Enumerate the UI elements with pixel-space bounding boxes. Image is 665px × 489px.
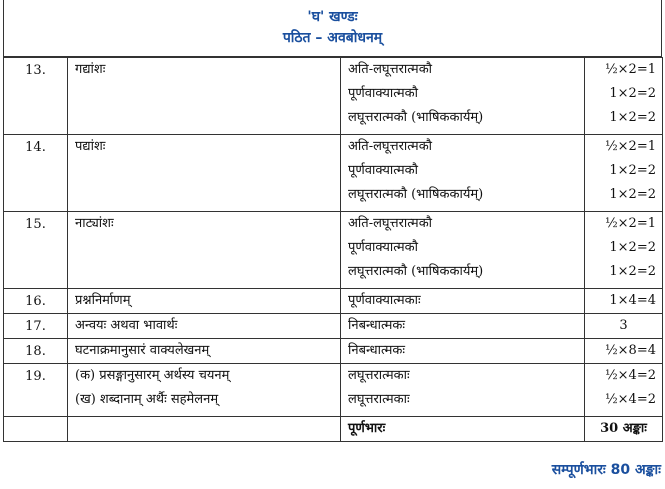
- marks-value: ½×8=4: [605, 343, 656, 358]
- topic-text: घटनाक्रमानुसारं वाक्यलेखनम्: [75, 343, 210, 358]
- topic-cell: [68, 212, 341, 289]
- question-type: अति-लघूत्तरात्मकौ: [348, 139, 433, 154]
- section-title: 'घ' खण्डः: [307, 9, 358, 25]
- marks-value: 1×2=2: [609, 240, 656, 255]
- question-type: लघूत्तरात्मकौ (भाषिककार्यम्): [348, 187, 484, 202]
- total-empty-cell: [68, 417, 341, 442]
- question-type: पूर्णवाक्यात्मकाः: [348, 293, 421, 308]
- question-type: लघूत्तरात्मकौ (भाषिककार्यम्): [348, 110, 484, 125]
- question-type-cell: [341, 364, 585, 417]
- marks-value: 3: [619, 318, 628, 333]
- section-subtitle: पठित – अवबोधनम्: [282, 30, 383, 46]
- table-row: [4, 58, 663, 135]
- marks-cell: [585, 289, 663, 314]
- table-row: [4, 339, 663, 364]
- marks-table: [3, 57, 663, 442]
- question-type: पूर्णवाक्यात्मकौ: [348, 86, 419, 101]
- table-row: [4, 135, 663, 212]
- question-number: 14.: [4, 135, 68, 212]
- marks-value: 1×2=2: [609, 264, 656, 279]
- marks-cell: [585, 58, 663, 135]
- marks-cell: [585, 339, 663, 364]
- topic-text: (ख) शब्दानाम् अर्थैः सहमेलनम्: [75, 392, 219, 407]
- question-type-cell: [341, 289, 585, 314]
- total-label-cell: [341, 417, 585, 442]
- marks-cell: [585, 364, 663, 417]
- question-type-cell: [341, 314, 585, 339]
- total-row: [4, 417, 663, 442]
- marks-scheme-sheet: [3, 0, 662, 442]
- marks-value: ½×2=1: [605, 62, 656, 77]
- marks-cell: [585, 135, 663, 212]
- marks-value: 1×2=2: [609, 187, 656, 202]
- marks-value: 1×4=4: [609, 293, 656, 308]
- question-type-cell: [341, 212, 585, 289]
- question-type: अति-लघूत्तरात्मकौ: [348, 62, 433, 77]
- question-type: लघूत्तरात्मकौ (भाषिककार्यम्): [348, 264, 484, 279]
- topic-cell: [68, 314, 341, 339]
- table-row: [4, 289, 663, 314]
- marks-cell: [585, 212, 663, 289]
- question-type-cell: [341, 58, 585, 135]
- marks-value: 1×2=2: [609, 163, 656, 178]
- topic-text: नाट्यांशः: [75, 216, 114, 231]
- marks-value: ½×4=2: [605, 368, 656, 383]
- question-number: 18.: [4, 339, 68, 364]
- topic-cell: [68, 289, 341, 314]
- question-type-cell: [341, 339, 585, 364]
- topic-cell: [68, 135, 341, 212]
- question-type: निबन्धात्मकः: [348, 318, 406, 333]
- question-type: पूर्णवाक्यात्मकौ: [348, 163, 419, 178]
- marks-value: 1×2=2: [609, 110, 656, 125]
- topic-text: (क) प्रसङ्गानुसारम् अर्थस्य चयनम्: [75, 368, 230, 383]
- topic-text: गद्यांशः: [75, 62, 106, 77]
- total-empty-cell: [4, 417, 68, 442]
- question-number: 17.: [4, 314, 68, 339]
- question-type: अति-लघूत्तरात्मकौ: [348, 216, 433, 231]
- table-row: [4, 314, 663, 339]
- marks-cell: [585, 314, 663, 339]
- question-type: निबन्धात्मकः: [348, 343, 406, 358]
- question-number: 15.: [4, 212, 68, 289]
- marks-value: ½×4=2: [605, 392, 656, 407]
- table-row: [4, 212, 663, 289]
- total-label: पूर्णभारः: [348, 421, 386, 436]
- question-number: 16.: [4, 289, 68, 314]
- topic-text: पद्यांशः: [75, 139, 106, 154]
- question-type-cell: [341, 135, 585, 212]
- topic-text: अन्वयः अथवा भावार्थः: [75, 318, 178, 333]
- question-type: लघूत्तरात्मकाः: [348, 392, 410, 407]
- question-number: 19.: [4, 364, 68, 417]
- question-type: पूर्णवाक्यात्मकौ: [348, 240, 419, 255]
- question-type: लघूत्तरात्मकाः: [348, 368, 410, 383]
- topic-cell: [68, 339, 341, 364]
- grand-total: सम्पूर्णभारः 80 अङ्काः: [551, 462, 661, 478]
- marks-value: ½×2=1: [605, 216, 656, 231]
- topic-text: प्रश्ननिर्माणम्: [75, 293, 131, 308]
- total-value-cell: [585, 417, 663, 442]
- topic-cell: [68, 58, 341, 135]
- question-number: 13.: [4, 58, 68, 135]
- total-value: 30 अङ्काः: [600, 421, 647, 436]
- marks-value: 1×2=2: [609, 86, 656, 101]
- topic-cell: [68, 364, 341, 417]
- table-row: [4, 364, 663, 417]
- marks-value: ½×2=1: [605, 139, 656, 154]
- section-header: [3, 0, 662, 57]
